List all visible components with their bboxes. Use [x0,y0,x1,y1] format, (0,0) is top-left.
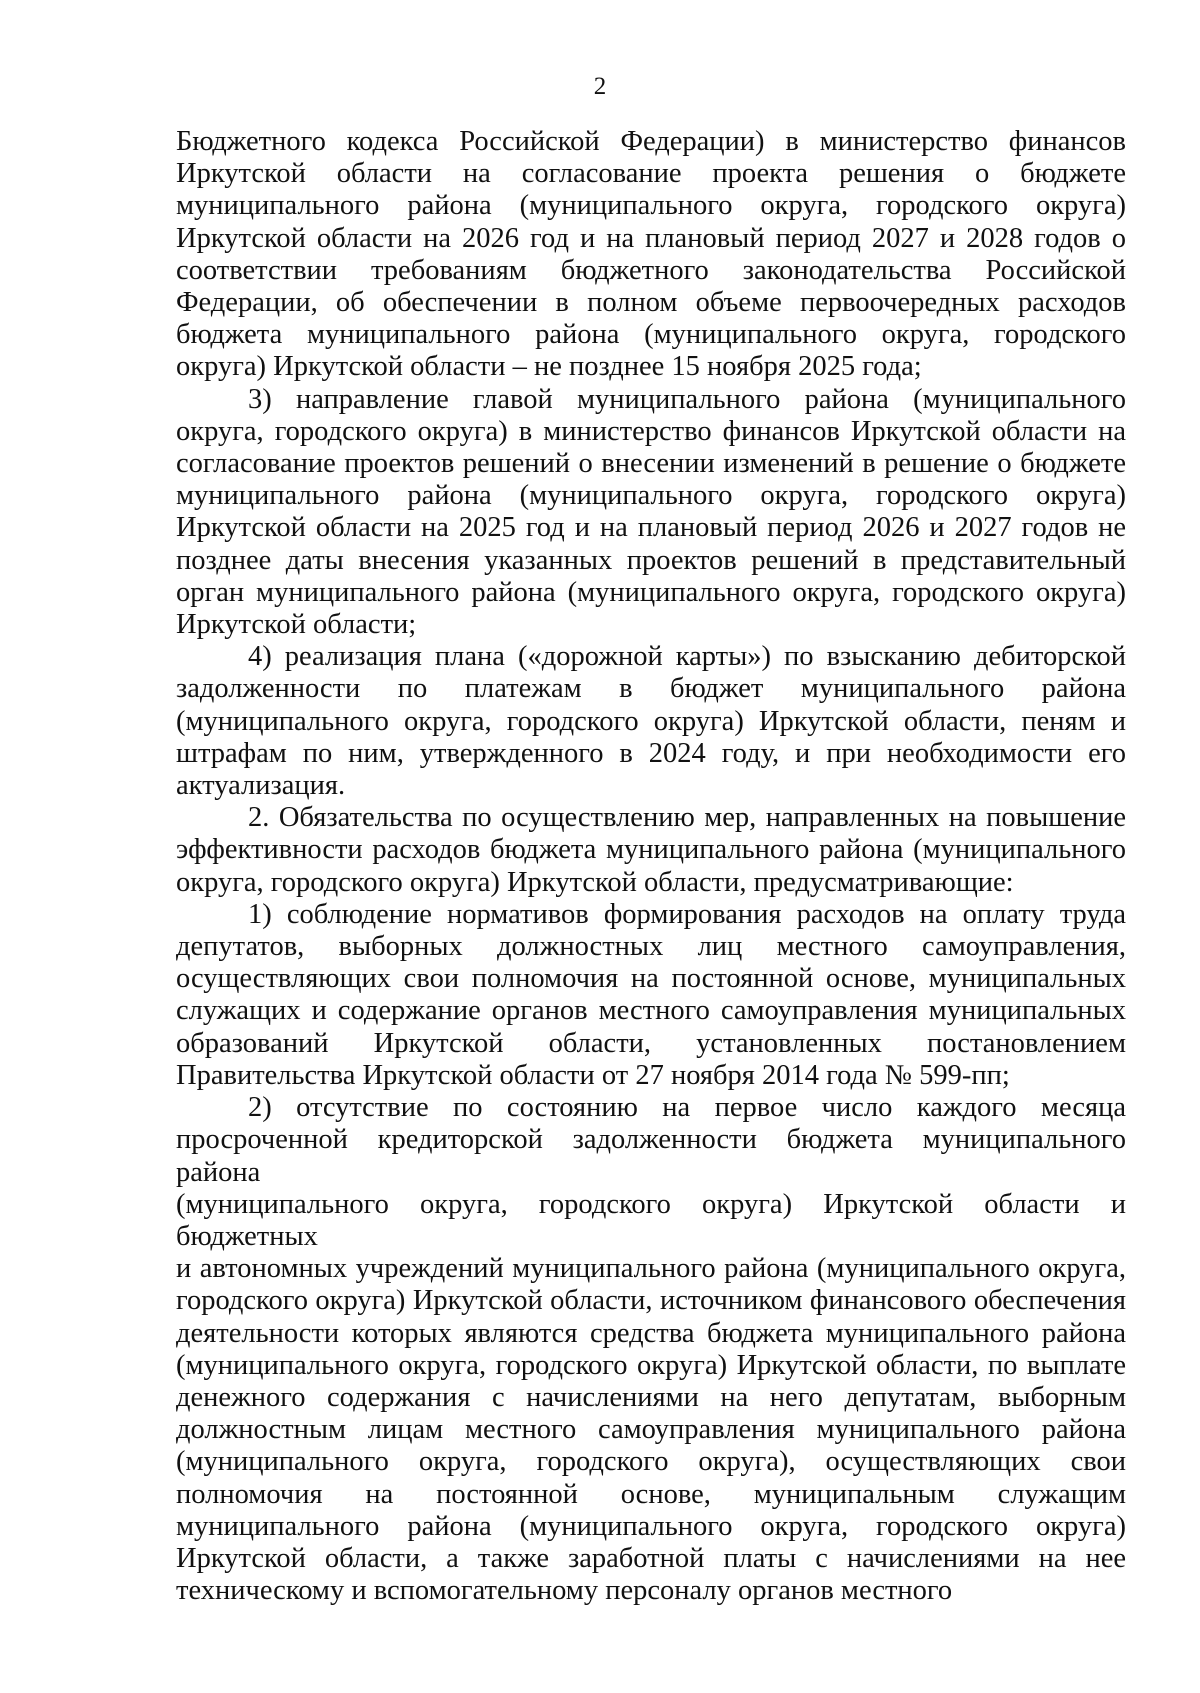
paragraph-line: позднее даты внесения указанных проектов решений в представительный [176,544,1126,576]
page-number: 2 [593,73,607,100]
paragraph-line: округа) Иркутской области – не позднее 15 ноября 2025 года; [176,351,922,383]
paragraph-line: Иркутской области, а также заработной платы с начислениями на нее [176,1542,1126,1574]
paragraph-line: 2. Обязательства по осуществлению мер, направленных на повышение [248,802,1126,834]
paragraph-line: (муниципального округа, городского округа) Иркутской области, пеням и [176,705,1126,737]
paragraph-line: 4) реализация плана («дорожной карты») по взысканию дебиторской [248,641,1126,673]
paragraph-line: штрафам по ним, утвержденного в 2024 году, и при необходимости его [176,737,1126,769]
paragraph-line: Бюджетного кодекса Российской Федерации) в министерство финансов [176,126,1126,157]
paragraph-line: Федерации, об обеспечении в полном объеме первоочередных расходов [176,287,1126,319]
paragraph-line: денежного содержания с начислениями на него депутатам, выборным [176,1381,1126,1413]
paragraph-line: (муниципального округа, городского округа), осуществляющих свои [176,1446,1126,1478]
paragraph-line: округа, городского округа) в министерство финансов Иркутской области на [176,415,1126,447]
paragraph-line: служащих и содержание органов местного самоуправления муниципальных [176,995,1126,1027]
paragraph-line: муниципального района (муниципального округа, городского округа) [176,480,1126,512]
paragraph-line: Иркутской области на согласование проекта решения о бюджете [176,158,1126,190]
paragraph-line: Иркутской области на 2026 год и на плановый период 2027 и 2028 годов о [176,222,1126,254]
paragraph-line: Правительства Иркутской области от 27 ноября 2014 года № 599-пп; [176,1059,1010,1091]
paragraph-line: согласование проектов решений о внесении изменений в решение о бюджете [176,448,1126,480]
paragraph-line: городского округа) Иркутской области, источником финансового обеспечения [176,1285,1126,1317]
paragraph-line: осуществляющих свои полномочия на постоянной основе, муниципальных [176,963,1126,995]
paragraph-line: 2) отсутствие по состоянию на первое число каждого месяца [248,1092,1126,1124]
paragraph-line: (муниципального округа, городского округа) Иркутской области, по выплате [176,1349,1126,1381]
paragraph-line: депутатов, выборных должностных лиц местного самоуправления, [176,931,1126,963]
paragraph-line: просроченной кредиторской задолженности бюджета муниципального района [176,1124,1126,1188]
paragraph-line: должностным лицам местного самоуправления муниципального района [176,1414,1126,1446]
paragraph-line: 1) соблюдение нормативов формирования расходов на оплату труда [248,898,1126,930]
document-body [176,126,1126,1607]
paragraph-line: деятельности которых являются средства бюджета муниципального района [176,1317,1126,1349]
paragraph-line: орган муниципального района (муниципального округа, городского округа) [176,576,1126,608]
paragraph-line: округа, городского округа) Иркутской области, предусматривающие: [176,866,1014,898]
paragraph-line: техническому и вспомогательному персоналу органов местного [176,1575,953,1607]
paragraph-line: полномочия на постоянной основе, муниципальным служащим [176,1478,1126,1510]
paragraph-line: (муниципального округа, городского округа) Иркутской области и бюджетных [176,1188,1126,1252]
paragraph-line: Иркутской области на 2025 год и на плановый период 2026 и 2027 годов не [176,512,1126,544]
paragraph-line: и автономных учреждений муниципального района (муниципального округа, [176,1253,1126,1285]
paragraph-line: образований Иркутской области, установленных постановлением [176,1027,1126,1059]
paragraph-line: соответствии требованиям бюджетного законодательства Российской [176,254,1126,286]
paragraph-line: задолженности по платежам в бюджет муниципального района [176,673,1126,705]
paragraph-line: 3) направление главой муниципального района (муниципального [248,383,1126,415]
paragraph-line: муниципального района (муниципального округа, городского округа) [176,1510,1126,1542]
paragraph-line: актуализация. [176,770,346,802]
paragraph-line: муниципального района (муниципального округа, городского округа) [176,190,1126,222]
paragraph-line: бюджета муниципального района (муниципального округа, городского [176,319,1126,351]
paragraph-line: Иркутской области; [176,609,417,641]
paragraph-line: эффективности расходов бюджета муниципального района (муниципального [176,834,1126,866]
